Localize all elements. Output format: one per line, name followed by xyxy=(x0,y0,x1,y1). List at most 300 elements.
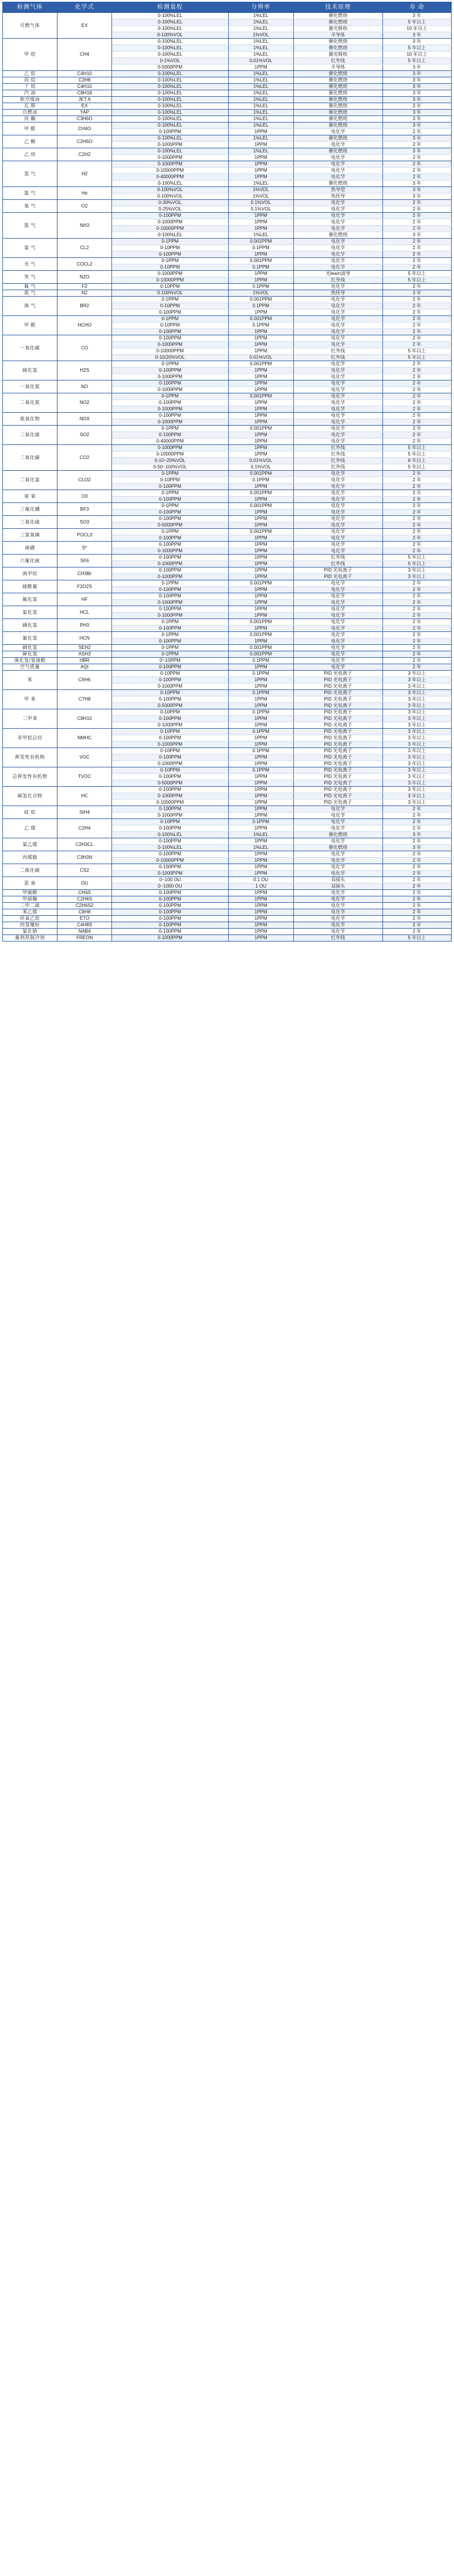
technology-cell: 电化学 xyxy=(293,509,382,516)
life-cell: 3 年以上 xyxy=(382,780,451,787)
technology-cell: 电化学 xyxy=(293,903,382,909)
resolution-cell: 0.1PPM xyxy=(228,658,293,664)
chemical-formula-cell: NOX xyxy=(57,413,112,426)
detection-range-cell: 0-100%LEL xyxy=(112,123,228,129)
chemical-formula-cell: CH4S xyxy=(57,890,112,896)
life-cell: 2 年 xyxy=(382,606,451,613)
table-row xyxy=(3,380,452,387)
life-cell: 2 年 xyxy=(382,361,451,368)
technology-cell: 电化学 xyxy=(293,213,382,219)
technology-cell: 电化学 xyxy=(293,664,382,671)
chemical-formula-cell: N2 xyxy=(57,290,112,297)
life-cell: 5 年以上 xyxy=(382,464,451,471)
detection-range-cell: 0-1000PPM xyxy=(112,684,228,690)
technology-cell: 电化学 xyxy=(293,400,382,406)
detection-range-cell: 0-100PPM xyxy=(112,864,228,871)
technology-cell: PID 光电离子 xyxy=(293,671,382,677)
resolution-cell: 0.1PPM xyxy=(228,284,293,290)
technology-cell: 催化燃烧 xyxy=(293,39,382,45)
resolution-cell: 1PPM xyxy=(228,419,293,426)
technology-cell: PID 光电离子 xyxy=(293,574,382,580)
detection-range-cell: 0-100%LEL xyxy=(112,26,228,32)
detection-range-cell: 0-100%VOL xyxy=(112,187,228,193)
resolution-cell: 0.1PPM xyxy=(228,748,293,755)
table-row xyxy=(3,413,452,419)
life-cell: 3 年以上 xyxy=(382,742,451,748)
resolution-cell: 1PPM xyxy=(228,626,293,632)
table-row xyxy=(3,123,452,129)
technology-cell: 电化学 xyxy=(293,497,382,503)
detection-range-cell: 0-1PPM xyxy=(112,529,228,535)
life-cell: 2 年 xyxy=(382,890,451,896)
resolution-cell: 0.1PPM xyxy=(228,767,293,774)
detection-range-cell: 0-100PPM xyxy=(112,335,228,342)
technology-cell: 催化燃烧 xyxy=(293,103,382,110)
table-row xyxy=(3,890,452,896)
technology-cell: 半导体 xyxy=(293,64,382,71)
table-row xyxy=(3,896,452,903)
technology-cell: 电化学 xyxy=(293,838,382,845)
life-cell: 2 年 xyxy=(382,329,451,335)
technology-cell: 红外线 xyxy=(293,555,382,561)
resolution-cell: 1PPM xyxy=(228,800,293,806)
gas-name-cell: 二甲苯 xyxy=(3,709,57,729)
technology-cell: 催化燃烧 xyxy=(293,845,382,851)
resolution-cell: 0.001PPM xyxy=(228,393,293,400)
header-row xyxy=(3,2,452,13)
detection-range-cell: 0-100PPM xyxy=(112,497,228,503)
technology-cell: PID 光电离子 xyxy=(293,696,382,703)
chemical-formula-cell: PH3 xyxy=(57,619,112,632)
resolution-cell: 1%LEL xyxy=(228,123,293,129)
table-row xyxy=(3,709,452,716)
gas-name-cell: 航空煤油 xyxy=(3,97,57,103)
detection-range-cell: 0-100PPM xyxy=(112,626,228,632)
chemical-formula-cell: CO xyxy=(57,335,112,361)
chemical-formula-cell: SO2 xyxy=(57,426,112,445)
life-cell: 2 年 xyxy=(382,129,451,135)
life-cell: 5 年以上 xyxy=(382,348,451,355)
life-cell: 2 年 xyxy=(382,213,451,219)
detection-range-cell: 0-100PPM xyxy=(112,310,228,316)
chemical-formula-cell: CL2 xyxy=(57,239,112,258)
gas-name-cell: 三氯氧磷 xyxy=(3,529,57,542)
table-row xyxy=(3,567,452,574)
gas-name-cell: 丙烯腈 xyxy=(3,851,57,864)
table-row xyxy=(3,819,452,825)
technology-cell: PID 光电离子 xyxy=(293,755,382,761)
technology-cell: 电化学 xyxy=(293,168,382,174)
technology-cell: 电化学 xyxy=(293,890,382,896)
gas-name-cell: 氰化氢 xyxy=(3,632,57,645)
resolution-cell: 1PPM xyxy=(228,742,293,748)
chemical-formula-cell: HCL xyxy=(57,606,112,619)
technology-cell: 电化学 xyxy=(293,825,382,832)
gas-name-cell: 甲 醛 xyxy=(3,316,57,335)
technology-cell: 电化学 xyxy=(293,252,382,258)
technology-cell: 催化燃烧 xyxy=(293,110,382,116)
detection-range-cell: 0-1PPM xyxy=(112,645,228,651)
technology-cell: 电化学 xyxy=(293,542,382,548)
life-cell: 2 年 xyxy=(382,813,451,819)
gas-name-cell: 氨 气 xyxy=(3,213,57,239)
technology-cell: 电化学 xyxy=(293,161,382,168)
life-cell: 3 年以上 xyxy=(382,574,451,580)
detection-range-cell: 0-1000PPM xyxy=(112,722,228,729)
table-row xyxy=(3,903,452,909)
chemical-formula-cell: NH3 xyxy=(57,213,112,239)
gas-name-cell: 六氟化硫 xyxy=(3,555,57,567)
resolution-cell: 1PPM xyxy=(228,342,293,348)
life-cell: 2 年 xyxy=(382,393,451,400)
gas-name-cell: 溴甲烷 xyxy=(3,567,57,580)
life-cell: 3 年以上 xyxy=(382,671,451,677)
gas-name-cell: 空气质量 xyxy=(3,664,57,671)
technology-cell: 电化学 xyxy=(293,335,382,342)
chemical-formula-cell: CH4O xyxy=(57,123,112,135)
chemical-formula-cell: He xyxy=(57,187,112,200)
resolution-cell: 1PPM xyxy=(228,387,293,393)
life-cell: 2 年 xyxy=(382,516,451,522)
resolution-cell: 0.1%VOL xyxy=(228,464,293,471)
resolution-cell: 1PPM xyxy=(228,922,293,929)
detection-range-cell: 0-1PPM xyxy=(112,619,228,626)
life-cell: 6 年以上 xyxy=(382,458,451,464)
detection-range-cell: 0-1PPM xyxy=(112,503,228,509)
gas-name-cell: 挥发性有机物 xyxy=(3,748,57,767)
technology-cell: 电化学 xyxy=(293,206,382,213)
life-cell: 2 年 xyxy=(382,174,451,181)
chemical-formula-cell: YAP xyxy=(57,110,112,116)
technology-cell: 电化学 xyxy=(293,503,382,509)
table-row xyxy=(3,664,452,671)
detection-range-cell: 0-1000PPM xyxy=(112,406,228,413)
technology-cell: PID 光电离子 xyxy=(293,716,382,722)
column-header-resolution: 分辨率 xyxy=(228,2,293,13)
technology-cell: 电化学 xyxy=(293,310,382,316)
chemical-formula-cell: F2 xyxy=(57,284,112,290)
life-cell: 2 年 xyxy=(382,284,451,290)
resolution-cell: 1PPM xyxy=(228,348,293,355)
resolution-cell: 1%LEL xyxy=(228,103,293,110)
resolution-cell: 1%LEL xyxy=(228,45,293,52)
technology-cell: PID 光电离子 xyxy=(293,567,382,574)
detection-range-cell: 0-1000PPM xyxy=(112,142,228,148)
life-cell: 2 年 xyxy=(382,161,451,168)
detection-range-cell: 0-10PPM xyxy=(112,284,228,290)
life-cell: 3 年 xyxy=(382,77,451,84)
chemical-formula-cell: C8H8 xyxy=(57,909,112,916)
resolution-cell: 1%LEL xyxy=(228,90,293,97)
resolution-cell: 1PPM xyxy=(228,780,293,787)
resolution-cell: 0.001PPM xyxy=(228,503,293,509)
life-cell: 3 年以上 xyxy=(382,735,451,742)
table-row xyxy=(3,187,452,193)
technology-cell: 热导型 xyxy=(293,187,382,193)
detection-range-cell: 0-100%LEL xyxy=(112,13,228,19)
detection-range-cell: 0-100PPM xyxy=(112,890,228,896)
technology-cell: 电化学 xyxy=(293,593,382,600)
life-cell: 3 年以上 xyxy=(382,690,451,696)
life-cell: 2 年 xyxy=(382,168,451,174)
table-row xyxy=(3,787,452,793)
technology-cell: 电化学 xyxy=(293,645,382,651)
detection-range-cell: 0-10000PPM xyxy=(112,348,228,355)
gas-name-cell: 氟 气 xyxy=(3,284,57,290)
resolution-cell: 0.1PPM xyxy=(228,477,293,484)
resolution-cell: 1PPM xyxy=(228,497,293,503)
technology-cell: 电化学 xyxy=(293,658,382,664)
life-cell: 5 年以上 xyxy=(382,45,451,52)
table-header xyxy=(3,2,452,13)
column-header-formula: 化学式 xyxy=(57,2,112,13)
resolution-cell: 1%LEL xyxy=(228,148,293,155)
resolution-cell: 0.1PPM xyxy=(228,729,293,735)
resolution-cell: 1PPM xyxy=(228,761,293,767)
gas-name-cell: 氯化氢 xyxy=(3,606,57,619)
detection-range-cell: 0-100%LEL xyxy=(112,148,228,155)
detection-range-cell: 0-100PPM xyxy=(112,587,228,593)
resolution-cell: 1PPM xyxy=(228,155,293,161)
life-cell: 2 年 xyxy=(382,825,451,832)
detection-range-cell: 0-1000PPM xyxy=(112,561,228,567)
life-cell: 3 年以上 xyxy=(382,567,451,574)
detection-range-cell: 0-10PPM xyxy=(112,819,228,825)
detection-range-cell: 0-100PPM xyxy=(112,851,228,858)
detection-range-cell: 0-10PPM xyxy=(112,322,228,329)
chemical-formula-cell: O2 xyxy=(57,200,112,213)
resolution-cell: 1PPM xyxy=(228,793,293,800)
gas-name-cell: 硅 烷 xyxy=(3,806,57,819)
gas-name-cell: 恶 臭 xyxy=(3,877,57,890)
table-row xyxy=(3,929,452,935)
detection-range-cell: 0-100PPM xyxy=(112,535,228,542)
detection-range-cell: 0-100PPM xyxy=(112,400,228,406)
gas-name-cell: 丁 烷 xyxy=(3,84,57,90)
technology-cell: 电化学 xyxy=(293,239,382,245)
table-row xyxy=(3,297,452,303)
detection-range-cell: 0-1PPM xyxy=(112,316,228,322)
resolution-cell: 0.001PPM xyxy=(228,426,293,432)
life-cell: 2 年 xyxy=(382,490,451,497)
detection-range-cell: 0-100%LEL xyxy=(112,45,228,52)
technology-cell: 光learn波导 xyxy=(293,271,382,277)
resolution-cell: 1PPM xyxy=(228,64,293,71)
life-cell: 3 年 xyxy=(382,64,451,71)
table-row xyxy=(3,580,452,587)
table-row xyxy=(3,39,452,45)
detection-range-cell: 0-1000PPM xyxy=(112,813,228,819)
gas-name-cell: 二硫化碳 xyxy=(3,864,57,877)
life-cell: 2 年 xyxy=(382,439,451,445)
detection-range-cell: 0-100PPM xyxy=(112,896,228,903)
table-row xyxy=(3,767,452,774)
life-cell: 2 年 xyxy=(382,877,451,883)
resolution-cell: 1PPM xyxy=(228,174,293,181)
resolution-cell: 1PPM xyxy=(228,813,293,819)
life-cell: 2 年 xyxy=(382,593,451,600)
gas-name-cell: 溴化氢/氢溴酸 xyxy=(3,658,57,664)
life-cell: 2 年 xyxy=(382,587,451,593)
chemical-formula-cell: C4H10 xyxy=(57,84,112,90)
technology-cell: 电化学 xyxy=(293,387,382,393)
detection-range-cell: 0-10000PPM xyxy=(112,277,228,284)
life-cell: 2 年 xyxy=(382,838,451,845)
technology-cell: PID 光电离子 xyxy=(293,709,382,716)
gas-name-cell: 二氧化硫 xyxy=(3,426,57,445)
life-cell: 2 年 xyxy=(382,626,451,632)
detection-range-cell: 0-5000PPM xyxy=(112,780,228,787)
table-row xyxy=(3,748,452,755)
resolution-cell: 1%LEL xyxy=(228,77,293,84)
technology-cell: 催化燃烧 xyxy=(293,19,382,26)
chemical-formula-cell: CS2 xyxy=(57,864,112,877)
resolution-cell: 1PPM xyxy=(228,703,293,709)
resolution-cell: 0.001PPM xyxy=(228,239,293,245)
life-cell: 2 年 xyxy=(382,503,451,509)
table-row xyxy=(3,877,452,883)
life-cell: 3 年 xyxy=(382,232,451,239)
detection-range-cell: 0-100%LEL xyxy=(112,181,228,187)
life-cell: 3 年以上 xyxy=(382,709,451,716)
technology-cell: 电化学 xyxy=(293,426,382,432)
detection-range-cell: 0-100PPM xyxy=(112,903,228,909)
technology-cell: 电化学 xyxy=(293,916,382,922)
detection-range-cell: 0-100PPM xyxy=(112,129,228,135)
detection-range-cell: 0-100PPM xyxy=(112,593,228,600)
resolution-cell: 0.1%VOL xyxy=(228,200,293,206)
technology-cell: 红外线 xyxy=(293,458,382,464)
life-cell: 3 年以上 xyxy=(382,729,451,735)
resolution-cell: 1PPM xyxy=(228,439,293,445)
resolution-cell: 1PPM xyxy=(228,226,293,232)
technology-cell: 电化学 xyxy=(293,406,382,413)
chemical-formula-cell: BR2 xyxy=(57,297,112,316)
chemical-formula-cell: H2S xyxy=(57,361,112,380)
resolution-cell: 1PPM xyxy=(228,871,293,877)
life-cell: 3 年以上 xyxy=(382,748,451,755)
detection-range-cell: 0-1PPM xyxy=(112,297,228,303)
gas-name-cell: 溴 气 xyxy=(3,297,57,316)
resolution-cell: 1PPM xyxy=(228,935,293,942)
detection-range-cell: 0-1000PPM xyxy=(112,613,228,619)
chemical-formula-cell: HBR xyxy=(57,658,112,664)
life-cell: 5 年以上 xyxy=(382,58,451,64)
resolution-cell: 1PPM xyxy=(228,890,293,896)
life-cell: 2 年 xyxy=(382,632,451,638)
technology-cell: 双探头 xyxy=(293,877,382,883)
gas-name-cell: 四氢噻吩 xyxy=(3,922,57,929)
technology-cell: 电化学 xyxy=(293,393,382,400)
table-row xyxy=(3,148,452,155)
resolution-cell: 1PPM xyxy=(228,838,293,845)
resolution-cell: 1PPM xyxy=(228,516,293,522)
chemical-formula-cell: CO2 xyxy=(57,445,112,471)
resolution-cell: 1PPM xyxy=(228,664,293,671)
life-cell: 2 年 xyxy=(382,374,451,380)
detection-range-cell: 0-100PPM xyxy=(112,555,228,561)
resolution-cell: 1PPM xyxy=(228,142,293,148)
table-row xyxy=(3,922,452,929)
technology-cell: 电化学 xyxy=(293,471,382,477)
resolution-cell: 0.001PPM xyxy=(228,529,293,535)
detection-range-cell: 0-1000PPM xyxy=(112,742,228,748)
table-row xyxy=(3,361,452,368)
detection-range-cell: 0-40000PPM xyxy=(112,174,228,181)
life-cell: 2 年 xyxy=(382,645,451,651)
detection-range-cell: 0-100PPM xyxy=(112,755,228,761)
technology-cell: 电化学 xyxy=(293,851,382,858)
life-cell: 3 年 xyxy=(382,39,451,45)
technology-cell: PID 光电离子 xyxy=(293,735,382,742)
chemical-formula-cell: NO xyxy=(57,380,112,393)
resolution-cell: 1PPM xyxy=(228,567,293,574)
detection-range-cell: 0-100PPM xyxy=(112,825,228,832)
chemical-formula-cell: SIH4 xyxy=(57,806,112,819)
life-cell: 2 年 xyxy=(382,322,451,329)
life-cell: 2 年 xyxy=(382,548,451,555)
table-body xyxy=(3,13,452,942)
technology-cell: 电化学 xyxy=(293,529,382,535)
gas-name-cell: 氮 气 xyxy=(3,290,57,297)
gas-name-cell: 二甲二硫 xyxy=(3,903,57,909)
life-cell: 2 年 xyxy=(382,535,451,542)
gas-name-cell: 氮氧化物 xyxy=(3,413,57,426)
technology-cell: 电化学 xyxy=(293,864,382,871)
life-cell: 2 年 xyxy=(382,413,451,419)
table-row xyxy=(3,690,452,696)
chemical-formula-cell: EX xyxy=(57,103,112,110)
resolution-cell: 0.1PPM xyxy=(228,264,293,271)
resolution-cell: 1PPM xyxy=(228,406,293,413)
life-cell: 2 年 xyxy=(382,600,451,606)
resolution-cell: 1PPM xyxy=(228,310,293,316)
gas-name-cell: 二氧化氯 xyxy=(3,471,57,490)
table-row xyxy=(3,316,452,322)
table-row xyxy=(3,77,452,84)
resolution-cell: 1%VOL xyxy=(228,290,293,297)
resolution-cell: 1PPM xyxy=(228,451,293,458)
resolution-cell: 0.1PPM xyxy=(228,671,293,677)
gas-name-cell: 丙 酮 xyxy=(3,116,57,123)
resolution-cell: 1PPM xyxy=(228,864,293,871)
gas-name-cell: 氯乙烯 xyxy=(3,838,57,851)
detection-range-cell: 0-100PPM xyxy=(112,929,228,935)
detection-range-cell: 0-10PPM xyxy=(112,709,228,716)
detection-range-cell: 0-10PPM xyxy=(112,245,228,252)
detection-range-cell: 0-1PPM xyxy=(112,632,228,638)
gas-sensor-spec-sheet xyxy=(0,2,454,942)
technology-cell: PID 光电离子 xyxy=(293,767,382,774)
table-row xyxy=(3,729,452,735)
detection-range-cell: 0-100%LEL xyxy=(112,110,228,116)
chemical-formula-cell: HC xyxy=(57,787,112,806)
table-row xyxy=(3,90,452,97)
life-cell: 3 年 xyxy=(382,193,451,200)
chemical-formula-cell: JET A xyxy=(57,97,112,103)
detection-range-cell: 0-5000PPM xyxy=(112,703,228,709)
resolution-cell: 1PPM xyxy=(228,168,293,174)
life-cell: 2 年 xyxy=(382,896,451,903)
technology-cell: 热传导 xyxy=(293,290,382,297)
life-cell: 2 年 xyxy=(382,522,451,529)
detection-range-cell: 0-5000PPM xyxy=(112,522,228,529)
gas-name-cell: 乙 炔 xyxy=(3,148,57,161)
life-cell: 3 年 xyxy=(382,84,451,90)
detection-range-cell: 0-100%LEL xyxy=(112,84,228,90)
detection-range-cell: 0-10000PPM xyxy=(112,858,228,864)
life-cell: 5 年以上 xyxy=(382,19,451,26)
